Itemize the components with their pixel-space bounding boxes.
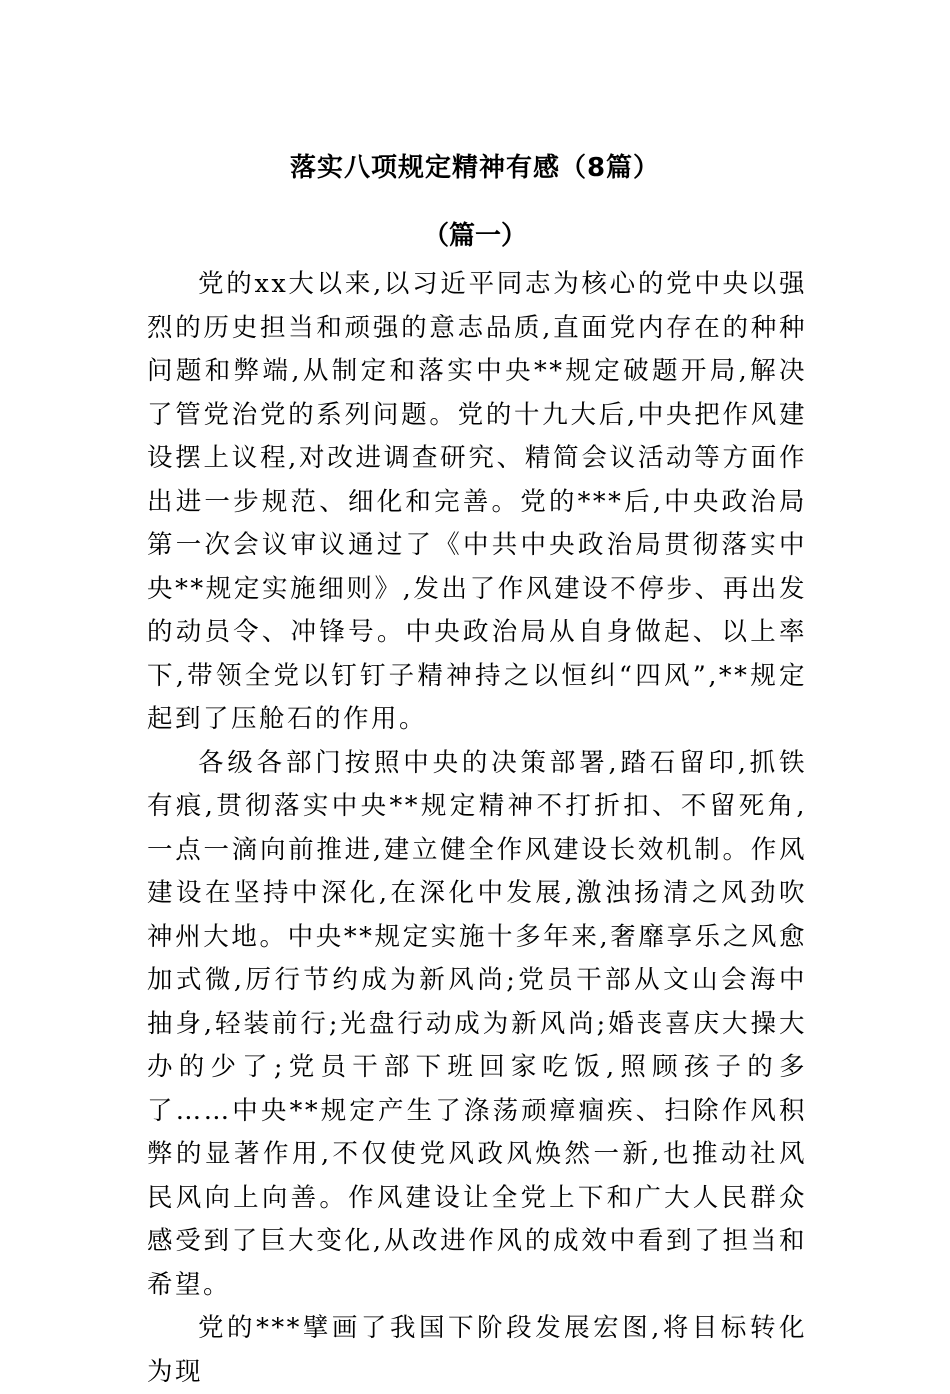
paragraph-3: 党的***擘画了我国下阶段发展宏图,将目标转化为现 — [147, 1313, 807, 1387]
body-text — [147, 263, 807, 1394]
paragraph-2: 各级各部门按照中央的决策部署,踏石留印,抓铁有痕,贯彻落实中央**规定精神不打折扣、不留死角,一点一滴向前推进,建立健全作风建设长效机制。作风建设在坚持中深化,在深化中发展,激浊扬清之风劲吹神州大地。中央**规定实施十多年来,奢靡享乐之风愈加式微,厉行节约成为新风尚;党员干部从文山会海中抽身,轻装前行;光盘行动成为新风尚;婚丧喜庆大操大办的少了;党员干部下班回家吃饭,照顾孩子的多了……中央**规定产生了涤荡顽瘴痼疾、扫除作风积弊的显著作用,不仅使党风政风焕然一新,也推动社风民风向上向善。作风建设让全党上下和广大人民群众感受到了巨大变化,从改进作风的成效中看到了担当和希望。 — [147, 747, 807, 1300]
section-heading: （篇一） — [422, 221, 527, 251]
document-title: 落实八项规定精神有感（8篇） — [289, 153, 661, 183]
paragraph-1: 党的xx大以来,以习近平同志为核心的党中央以强烈的历史担当和顽强的意志品质,直面党内存在的种种问题和弊端,从制定和落实中央**规定破题开局,解决了管党治党的系列问题。党的十九大后,中央把作风建设摆上议程,对改进调查研究、精简会议活动等方面作出进一步规范、细化和完善。党的***后,中央政治局第一次会议审议通过了《中共中央政治局贯彻落实中央**规定实施细则》,发出了作风建设不停步、再出发的动员令、冲锋号。中央政治局从自身做起、以上率下,带领全党以钉钉子精神持之以恒纠“四风”,**规定起到了压舱石的作用。 — [147, 269, 807, 734]
